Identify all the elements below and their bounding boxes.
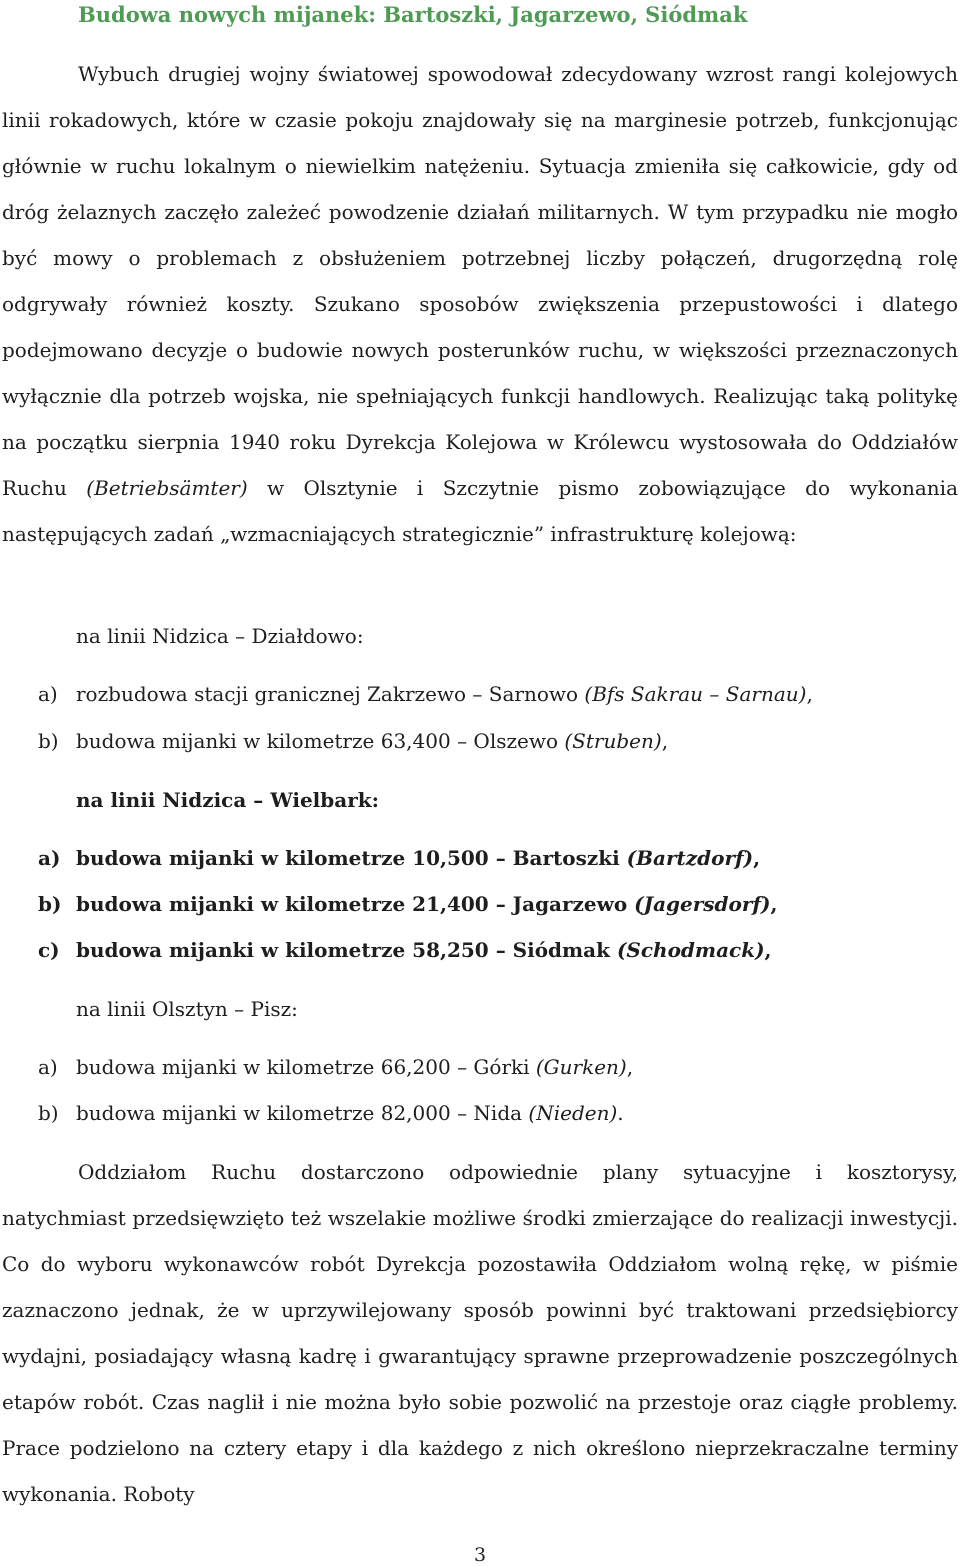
list-item-label: a) [38,1055,58,1079]
list-item-italic: (Bfs Sakrau – Sarnau) [584,682,807,706]
list-item-label: b) [38,1101,59,1125]
list-item-italic: (Jagersdorf) [634,892,771,916]
list-item-label: b) [38,892,62,916]
list-item-suffix: , [753,846,761,870]
list-item [38,843,760,873]
list-item-text: budowa mijanki w kilometrze 10,500 – Bartoszki [76,846,627,870]
list-item-italic: (Schodmack) [616,938,765,962]
list-item [38,889,777,919]
list-item-suffix: , [661,729,669,753]
list-item-text: budowa mijanki w kilometrze 82,000 – Nida [76,1101,529,1125]
page-number: 3 [473,1544,487,1566]
list-item-text: rozbudowa stacji granicznej Zakrzewo – Sarnowo [76,682,585,706]
list-item-italic: (Gurken) [535,1055,627,1079]
list-item-text: budowa mijanki w kilometrze 66,200 – Górki [76,1055,536,1079]
list-item [38,935,772,965]
list-item-suffix: , [806,682,813,706]
section-title-nidzica-wielbark: na linii Nidzica – Wielbark: [76,788,379,812]
list-item-label: a) [38,846,61,870]
section-title-nidzica-dzialdowo: na linii Nidzica – Działdowo: [76,624,364,648]
list-item-italic: (Nieden) [528,1101,618,1125]
list-item [38,726,668,756]
list-item-italic: (Struben) [564,729,662,753]
list-item [38,1098,624,1128]
list-item-text: budowa mijanki w kilometrze 63,400 – Olszewo [76,729,565,753]
closing-paragraph: Oddziałom Ruchu dostarczono odpowiednie plany sytuacyjne i kosztorysy, natychmiast przedsięwzięto też wszelakie możliwe środki zmierzające do realizacji inwestycji. Co do wyboru wykonawców robót Dyrekcja pozostawiła Oddziałom wolną rękę, w piśmie zaznaczono jednak, że w uprzywilejowany sposób powinni być traktowani przedsiębiorcy wydajni, posiadający własną kadrę i gwarantujący sprawne przeprowadzenie poszczególnych etapów robót. Czas naglił i nie można było sobie pozwolić na przestoje oraz ciągłe problemy. Prace podzielono na cztery etapy i dla każdego z nich określono nieprzekraczalne terminy wykonania. Roboty [2,1160,958,1506]
intro-text-part1: Wybuch drugiej wojny światowej spowodował zdecydowany wzrost rangi kolejowych linii rokadowych, które w czasie pokoju znajdowały się na marginesie potrzeb, funkcjonując głównie w ruchu lokalnym o niewielkim natężeniu. Sytuacja zmieniła się całkowicie, gdy od dróg żelaznych zaczęło zależeć powodzenie działań militarnych. W tym przypadku nie mogło być mowy o problemach z obsłużeniem potrzebnej liczby połączeń, drugorzędną rolę odgrywały również koszty. Szukano sposobów zwiększenia przepustowości i dlatego podejmowano decyzje o budowie nowych posterunków ruchu, w większości przeznaczonych wyłącznie dla potrzeb wojska, nie spełniających funkcji handlowych. Realizując taką politykę na początku sierpnia 1940 roku Dyrekcja Kolejowa w Królewcu wystosowała do Oddziałów Ruchu [2,62,958,500]
list-item-suffix: , [626,1055,634,1079]
list-item-label: b) [38,729,59,753]
list-item-label: a) [38,682,58,706]
section-heading: Budowa nowych mijanek: Bartoszki, Jagarzewo, Siódmak [78,2,748,27]
list-item-text: budowa mijanki w kilometrze 21,400 – Jagarzewo [76,892,635,916]
list-item-suffix: , [770,892,778,916]
list-item-text: budowa mijanki w kilometrze 58,250 – Siódmak [76,938,617,962]
section-title-olsztyn-pisz: na linii Olsztyn – Pisz: [76,997,298,1021]
list-item-label: c) [38,938,60,962]
list-item [38,679,813,709]
list-item-suffix: , [764,938,772,962]
intro-paragraph [2,51,958,557]
intro-text-italic: (Betriebsämter) [86,476,248,500]
intro-text-part3: w Olsztynie i Szczytnie pismo zobowiązujące do wykonania następujących zadań „wzmacniających strategicznie” infrastrukturę kolejową: [2,476,958,546]
list-item-suffix: . [617,1101,624,1125]
list-item [38,1052,633,1082]
list-item-italic: (Bartzdorf) [626,846,754,870]
